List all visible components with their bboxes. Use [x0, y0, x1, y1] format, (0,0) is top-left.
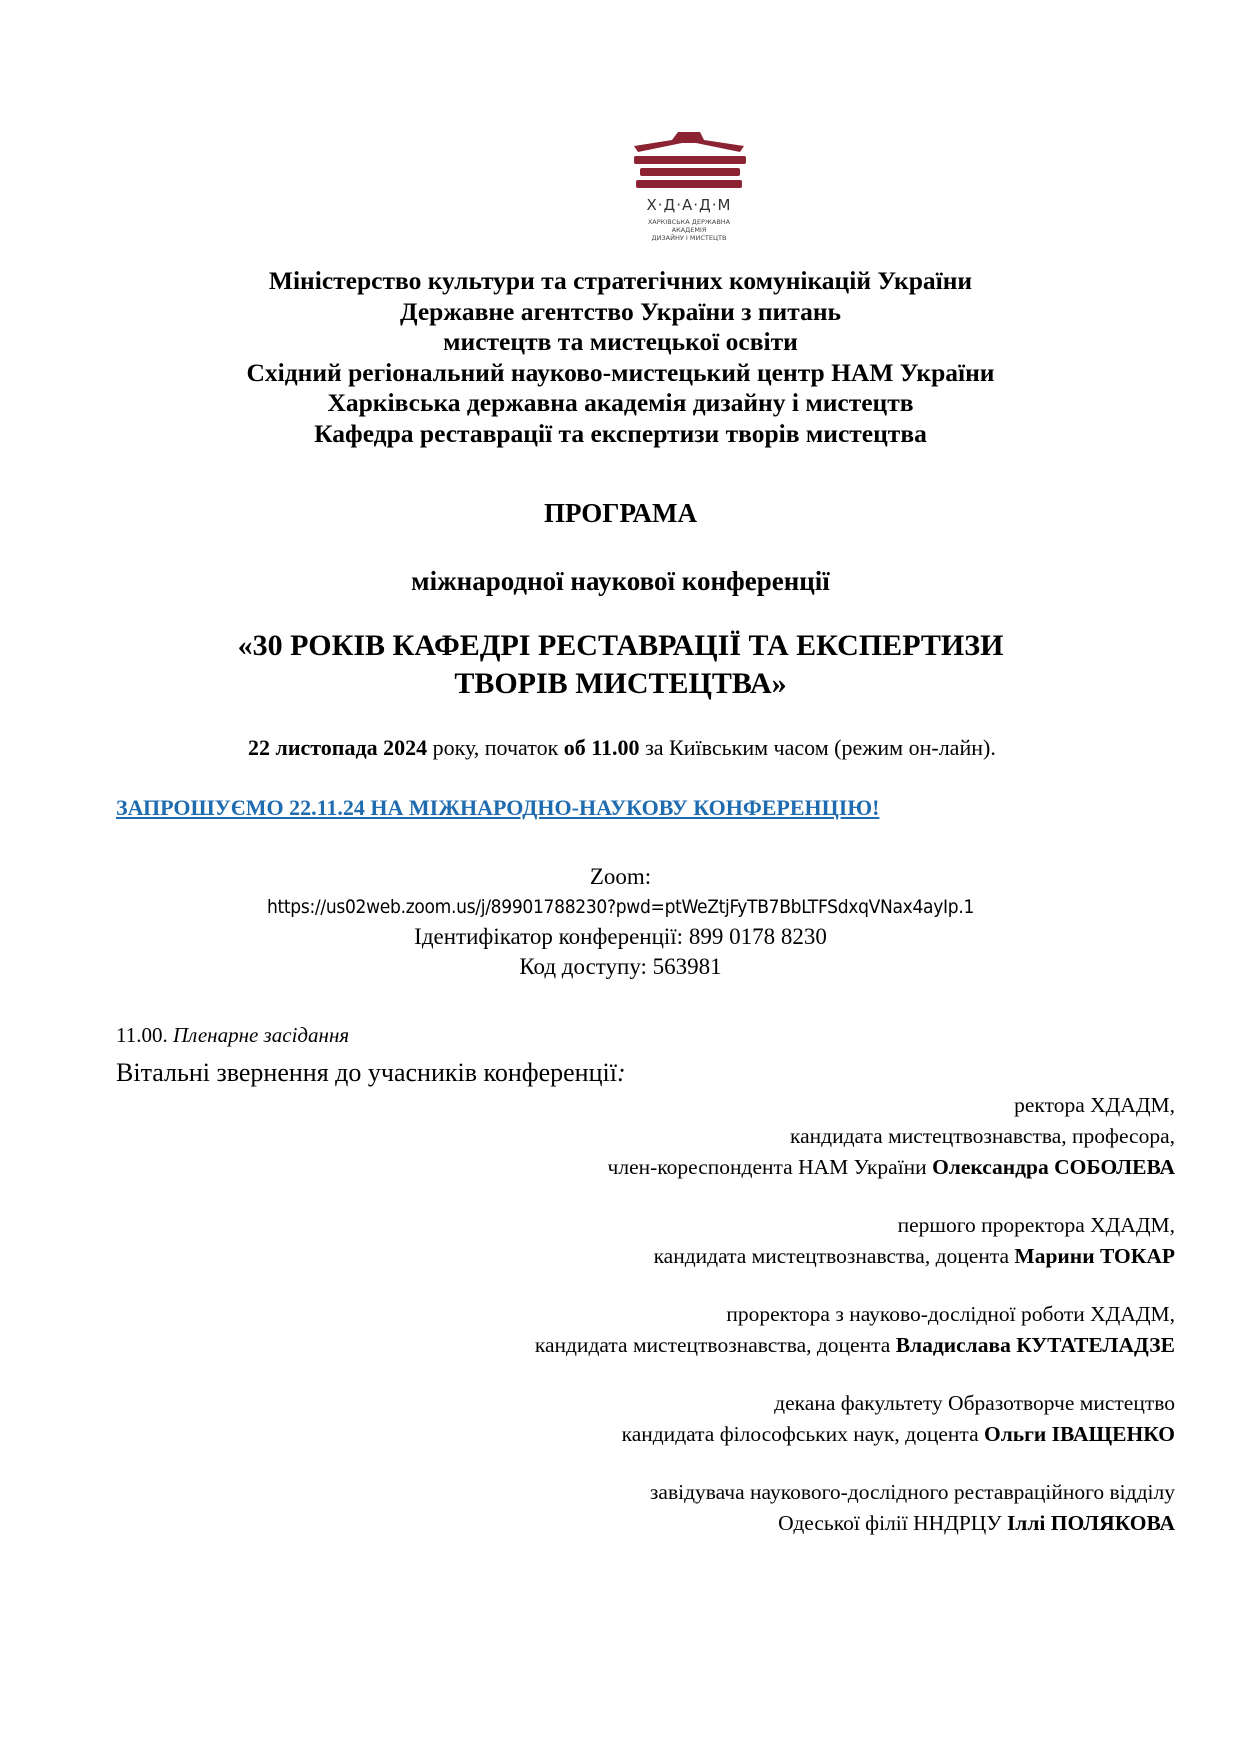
- zoom-url[interactable]: https://us02web.zoom.us/j/89901788230?pwd=ptWeZtjFyTB7BbLTFSdxqVNax4ayIp.1: [266, 896, 975, 918]
- zoom-meeting-id: Ідентифікатор конференції: 899 0178 8230: [414, 924, 827, 949]
- org-line: Харківська державна академія дизайну і мистецтв: [327, 388, 914, 417]
- speaker-name: Марини ТОКАР: [1014, 1244, 1175, 1268]
- org-line: Східний регіональний науково-мистецький центр НАМ України: [246, 357, 995, 387]
- conference-date: 22 листопада 2024: [248, 735, 428, 760]
- session-time: 11.00.: [116, 1023, 173, 1047]
- speaker-entry: ректора ХДАДМ, кандидата мистецтвознавства, професора, член-кореспондента НАМ України Олександра СОБОЛЕВА: [607, 1093, 1175, 1179]
- speakers-list: [175, 1090, 1175, 1566]
- khdadm-logo: [626, 130, 752, 242]
- speaker-name: Іллі ПОЛЯКОВА: [1006, 1511, 1175, 1535]
- speaker-name: Владислава КУТАТЕЛАДЗЕ: [895, 1333, 1175, 1357]
- zoom-label: Zoom:: [589, 864, 652, 889]
- zoom-info: [0, 862, 1241, 982]
- logo-name: Х·Д·А·Д·М: [646, 196, 732, 214]
- logo-subtitle: ХАРКІВСЬКА ДЕРЖАВНА АКАДЕМІЯ ДИЗАЙНУ І МИСТЕЦТВ: [647, 218, 731, 242]
- zoom-access-code: Код доступу: 563981: [519, 954, 722, 979]
- speaker-entry: проректора з науково-дослідної роботи ХДАДМ, кандидата мистецтвознавства, доцента Владислава КУТАТЕЛАДЗЕ: [534, 1302, 1175, 1357]
- session-name: Пленарне засідання: [172, 1023, 350, 1047]
- speaker-entry: декана факультету Образотворче мистецтво кандидата філософських наук, доцента Ольги ІВАЩЕНКО: [621, 1391, 1175, 1446]
- greeting-heading: Вітальні звернення до учасників конференції:: [116, 1058, 626, 1087]
- org-line: мистецтв та мистецької освіти: [443, 327, 798, 356]
- org-line: Кафедра реставрації та експертизи творів мистецтва: [314, 418, 927, 448]
- speaker-name: Ольги ІВАЩЕНКО: [983, 1422, 1175, 1446]
- session-heading: [116, 1023, 349, 1048]
- speaker-name: Олександра СОБОЛЕВА: [932, 1155, 1175, 1179]
- organizations-block: [0, 266, 1241, 449]
- org-line: Державне агентство України з питань: [399, 296, 842, 326]
- conference-title: «30 РОКІВ КАФЕДРІ РЕСТАВРАЦІЇ ТА ЕКСПЕРТИЗИ ТВОРІВ МИСТЕЦТВА»: [237, 629, 1004, 700]
- date-line: 22 листопада 2024 року, початок об 11.00 за Київським часом (режим он-лайн).: [248, 735, 996, 760]
- document-subtitle: міжнародної наукової конференції: [411, 566, 830, 596]
- speaker-entry: завідувача наукового-дослідного реставраційного відділу Одеської філії ННДРЦУ Іллі ПОЛЯКОВА: [649, 1480, 1175, 1535]
- document-title: ПРОГРАМА: [543, 498, 698, 528]
- speaker-entry: першого проректора ХДАДМ, кандидата мистецтвознавства, доцента Марини ТОКАР: [653, 1213, 1175, 1268]
- org-line: Міністерство культури та стратегічних комунікацій України: [268, 266, 973, 295]
- khdadm-logo-icon: [626, 130, 752, 194]
- conference-start-time: об 11.00: [563, 735, 640, 760]
- invite-link[interactable]: ЗАПРОШУЄМО 22.11.24 НА МІЖНАРОДНО-НАУКОВУ КОНФЕРЕНЦІЮ!: [116, 795, 880, 820]
